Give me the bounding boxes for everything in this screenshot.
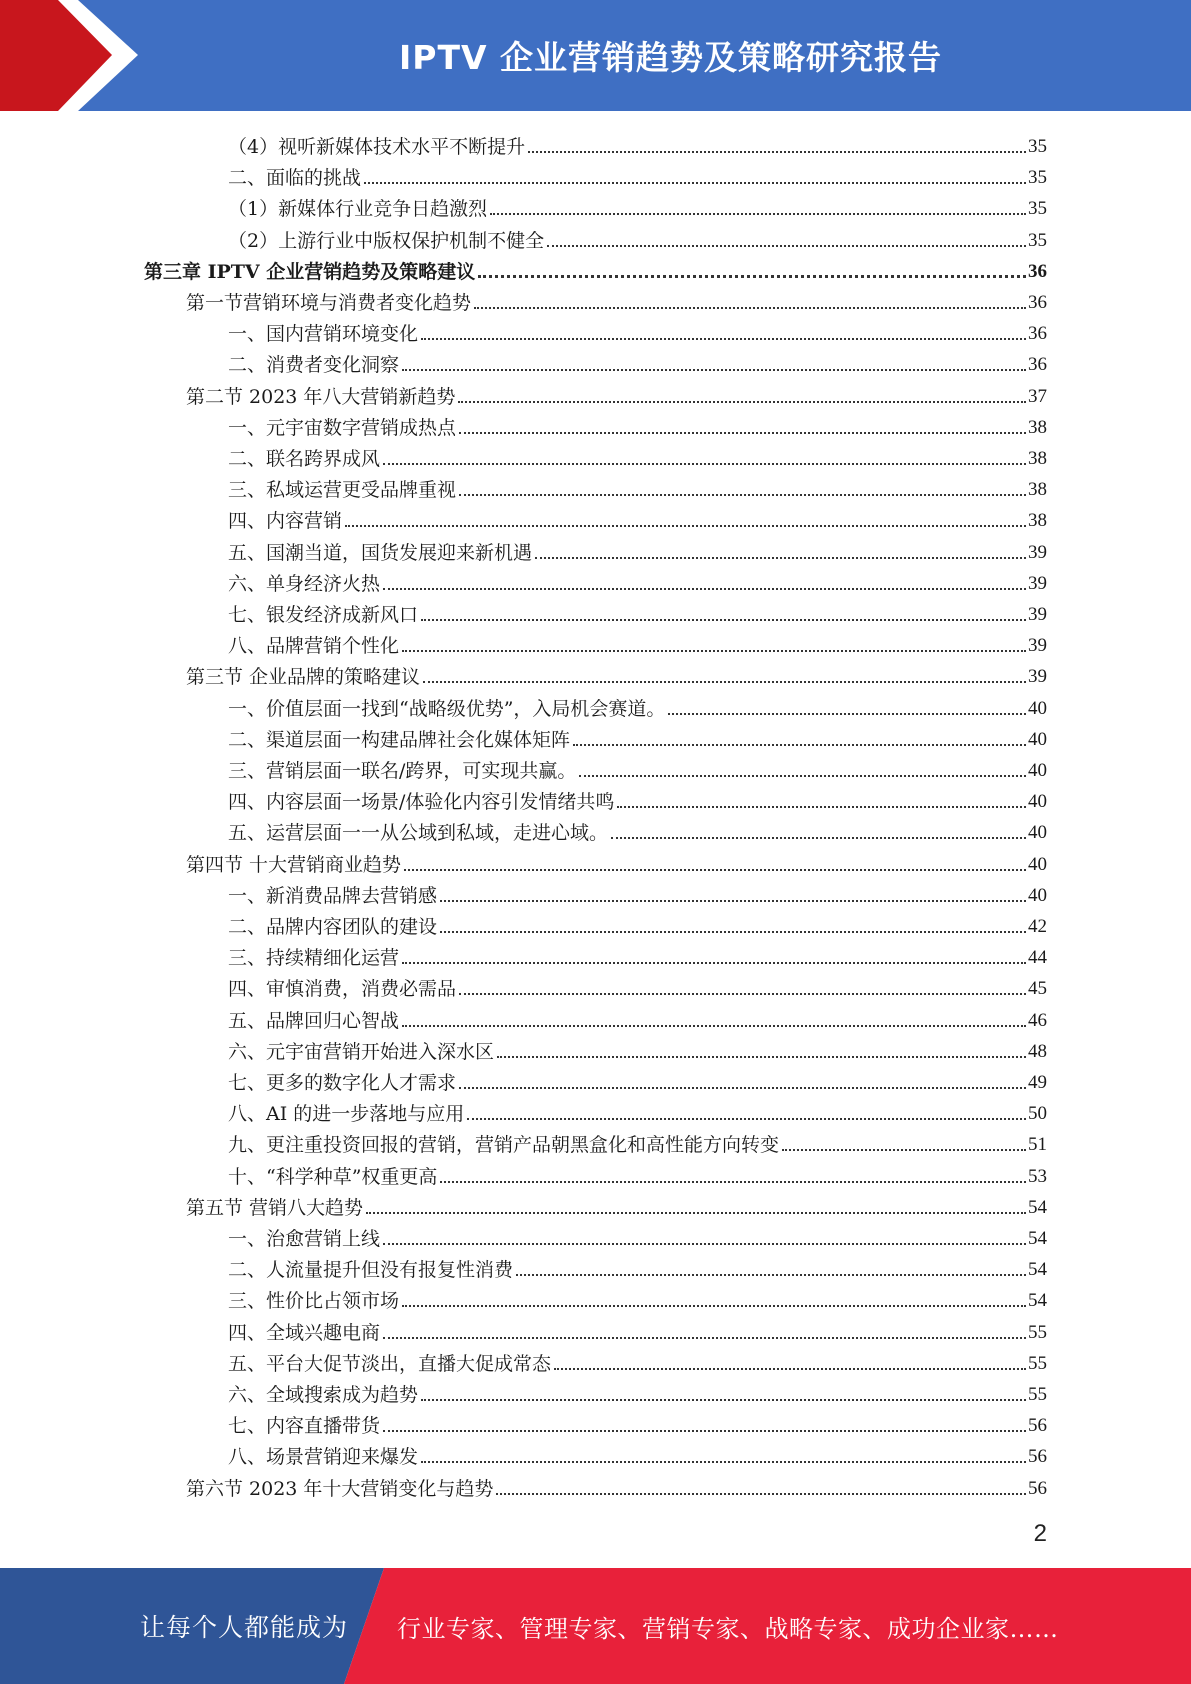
toc-entry-title: 四、内容营销 <box>228 510 343 533</box>
toc-entry-title: 一、国内营销环境变化 <box>228 323 419 346</box>
toc-entry-page: 54 <box>1028 1259 1047 1281</box>
toc-dot-leader <box>497 1056 1026 1058</box>
toc-entry[interactable] <box>228 752 1047 783</box>
toc-entry-page: 38 <box>1028 448 1047 469</box>
toc-entry-page: 49 <box>1028 1072 1047 1093</box>
toc-entry-page: 56 <box>1028 1415 1047 1437</box>
toc-entry-page: 55 <box>1028 1352 1047 1374</box>
toc-entry-page: 40 <box>1028 760 1047 781</box>
toc-entry-title: 八、品牌营销个性化 <box>228 635 400 658</box>
toc-entry-page: 51 <box>1028 1134 1047 1156</box>
toc-entry[interactable] <box>228 939 1047 970</box>
toc-entry-page: 38 <box>1028 416 1047 438</box>
toc-entry-page: 40 <box>1028 822 1047 844</box>
toc-entry[interactable] <box>228 908 1047 939</box>
toc-entry[interactable] <box>228 1002 1047 1033</box>
toc-entry[interactable] <box>186 1189 1047 1220</box>
toc-entry-title: 二、消费者变化洞察 <box>228 354 400 377</box>
toc-entry-title: 二、联名跨界成风 <box>228 448 381 470</box>
toc-dot-leader <box>421 619 1026 621</box>
toc-entry[interactable] <box>228 877 1047 908</box>
toc-entry-page: 50 <box>1028 1103 1047 1125</box>
page-footer <box>0 1568 1191 1684</box>
toc-dot-leader <box>478 275 1026 278</box>
toc-dot-leader <box>459 432 1026 434</box>
toc-entry-page: 55 <box>1028 1384 1047 1405</box>
toc-dot-leader <box>668 713 1026 715</box>
toc-entry-title: 第四节 十大营销商业趋势 <box>186 853 402 876</box>
page-header <box>0 0 1191 111</box>
toc-dot-leader <box>421 338 1026 340</box>
toc-dot-leader <box>535 557 1026 559</box>
toc-dot-leader <box>611 837 1026 839</box>
toc-dot-leader <box>528 151 1026 153</box>
toc-dot-leader <box>383 1243 1026 1245</box>
toc-entry[interactable] <box>228 1033 1047 1064</box>
toc-dot-leader <box>383 1337 1026 1339</box>
toc-entry-page: 36 <box>1028 292 1047 313</box>
toc-entry-title: 二、面临的挑战 <box>228 167 362 190</box>
toc-entry-title: 二、人流量提升但没有报复性消费 <box>228 1259 514 1282</box>
toc-entry[interactable] <box>186 284 1047 315</box>
toc-entry-title: （4）视听新媒体技术水平不断提升 <box>228 136 526 158</box>
toc-entry[interactable] <box>228 1314 1047 1345</box>
toc-entry-page: 54 <box>1028 1290 1047 1312</box>
toc-entry-page: 54 <box>1028 1196 1047 1218</box>
toc-entry[interactable] <box>228 315 1047 346</box>
toc-entry-page: 36 <box>1028 260 1047 282</box>
toc-entry[interactable] <box>228 1064 1047 1095</box>
toc-entry-title: 第二节 2023 年八大营销新趋势 <box>186 385 456 408</box>
toc-dot-leader <box>579 775 1026 777</box>
toc-entry-page: 55 <box>1028 1321 1047 1343</box>
toc-entry-title: 十、“科学种草”权重更高 <box>228 1165 438 1188</box>
toc-entry-title: 五、平台大促节淡出，直播大促成常态 <box>228 1352 552 1375</box>
toc-dot-leader <box>404 869 1026 871</box>
toc-entry-title: （2）上游行业中版权保护机制不健全 <box>228 229 545 252</box>
toc-entry-page: 45 <box>1028 978 1047 1000</box>
toc-entry-page: 35 <box>1028 229 1047 251</box>
toc-entry[interactable] <box>228 1220 1047 1251</box>
toc-dot-leader <box>490 213 1026 215</box>
toc-entry[interactable] <box>228 783 1047 814</box>
toc-entry-title: 一、价值层面一找到“战略级优势”，入局机会赛道。 <box>228 697 666 720</box>
toc-entry-title: 二、品牌内容团队的建设 <box>228 916 438 938</box>
toc-entry[interactable] <box>228 690 1047 721</box>
toc-dot-leader <box>547 245 1026 247</box>
toc-entry-page: 35 <box>1028 198 1047 220</box>
header-chevron-decoration <box>0 0 160 111</box>
toc-entry-title: 五、国潮当道，国货发展迎来新机遇 <box>228 541 533 564</box>
toc-entry-page: 56 <box>1028 1446 1047 1468</box>
toc-entry[interactable] <box>228 1407 1047 1438</box>
toc-dot-leader <box>459 993 1026 995</box>
toc-entry-title: 三、私域运营更受品牌重视 <box>228 479 457 502</box>
toc-dot-leader <box>345 525 1026 527</box>
toc-entry-page: 40 <box>1028 697 1047 719</box>
toc-entry-page: 39 <box>1028 541 1047 563</box>
toc-entry-title: 一、元宇宙数字营销成热点 <box>228 416 457 439</box>
toc-entry[interactable] <box>186 846 1047 877</box>
toc-entry[interactable] <box>228 565 1047 596</box>
toc-entry-page: 40 <box>1028 791 1047 813</box>
toc-entry-page: 42 <box>1028 916 1047 937</box>
toc-entry-page: 38 <box>1028 510 1047 532</box>
toc-dot-leader <box>440 900 1026 902</box>
toc-entry-title: （1）新媒体行业竞争日趋激烈 <box>228 198 488 221</box>
toc-dot-leader <box>402 962 1026 964</box>
toc-dot-leader <box>573 744 1026 746</box>
toc-dot-leader <box>402 1305 1026 1307</box>
toc-entry-title: 四、全域兴趣电商 <box>228 1321 381 1344</box>
toc-entry[interactable] <box>228 1126 1047 1157</box>
toc-dot-leader <box>421 1399 1026 1401</box>
footer-slogan-left: 让每个人都能成为 <box>140 1613 349 1642</box>
toc-entry-title: 第三节 企业品牌的策略建议 <box>186 666 421 689</box>
toc-entry[interactable] <box>228 1095 1047 1126</box>
toc-dot-leader <box>402 1025 1026 1027</box>
toc-entry-title: 八、AI 的进一步落地与应用 <box>228 1103 465 1126</box>
toc-dot-leader <box>366 1212 1026 1214</box>
toc-entry[interactable] <box>228 190 1047 221</box>
toc-dot-leader <box>383 588 1026 590</box>
toc-dot-leader <box>782 1149 1026 1151</box>
toc-entry-title: 五、运营层面一一从公域到私域，走进心域。 <box>228 822 609 845</box>
toc-entry-page: 40 <box>1028 853 1047 875</box>
toc-entry-title: 八、场景营销迎来爆发 <box>228 1446 419 1469</box>
toc-dot-leader <box>423 681 1026 683</box>
toc-entry-title: 三、持续精细化运营 <box>228 947 400 970</box>
toc-entry[interactable] <box>228 440 1047 471</box>
toc-entry[interactable] <box>228 721 1047 752</box>
toc-dot-leader <box>617 806 1026 808</box>
toc-dot-leader <box>474 307 1026 309</box>
toc-dot-leader <box>440 1181 1026 1183</box>
toc-entry[interactable] <box>228 471 1047 502</box>
toc-dot-leader <box>458 401 1026 403</box>
toc-entry[interactable] <box>228 502 1047 533</box>
toc-entry-title: 第六节 2023 年十大营销变化与趋势 <box>186 1477 494 1500</box>
toc-entry-page: 39 <box>1028 572 1047 594</box>
toc-dot-leader <box>459 494 1026 496</box>
toc-entry[interactable] <box>228 1251 1047 1282</box>
toc-dot-leader <box>383 463 1026 465</box>
toc-entry[interactable] <box>228 1376 1047 1407</box>
footer-slogan-right: 行业专家、管理专家、营销专家、战略专家、成功企业家…… <box>397 1614 1059 1643</box>
toc-entry[interactable] <box>186 658 1047 689</box>
toc-entry[interactable] <box>228 409 1047 440</box>
toc-entry[interactable] <box>228 627 1047 658</box>
toc-entry[interactable] <box>228 128 1047 159</box>
toc-entry-page: 46 <box>1028 1009 1047 1031</box>
page-number: 2 <box>1033 1520 1047 1547</box>
toc-entry-title: 七、银发经济成新风口 <box>228 604 419 626</box>
toc-entry-page: 38 <box>1028 479 1047 501</box>
toc-dot-leader <box>440 931 1026 933</box>
toc-dot-leader <box>496 1493 1026 1495</box>
toc-entry-page: 39 <box>1028 635 1047 657</box>
toc-entry-page: 39 <box>1028 666 1047 688</box>
toc-entry[interactable] <box>228 159 1047 190</box>
toc-dot-leader <box>402 369 1026 371</box>
toc-entry[interactable] <box>144 253 1047 284</box>
toc-entry-title: 第五节 营销八大趋势 <box>186 1196 364 1219</box>
toc-dot-leader <box>364 182 1026 184</box>
toc-entry-page: 35 <box>1028 136 1047 157</box>
toc-entry-page: 37 <box>1028 385 1047 407</box>
report-title: IPTV 企业营销趋势及策略研究报告 <box>398 38 942 77</box>
toc-entry[interactable] <box>228 346 1047 377</box>
toc-entry-page: 39 <box>1028 604 1047 625</box>
toc-entry-page: 53 <box>1028 1165 1047 1187</box>
toc-entry[interactable] <box>186 1470 1047 1501</box>
toc-entry-title: 第三章 IPTV 企业营销趋势及策略建议 <box>144 260 476 283</box>
toc-entry-title: 六、全域搜索成为趋势 <box>228 1384 419 1406</box>
toc-dot-leader <box>421 1461 1026 1463</box>
toc-entry-title: 第一节营销环境与消费者变化趋势 <box>186 292 472 314</box>
toc-entry-title: 二、渠道层面一构建品牌社会化媒体矩阵 <box>228 728 571 751</box>
toc-entry-title: 四、内容层面一场景/体验化内容引发情绪共鸣 <box>228 791 615 814</box>
toc-entry[interactable] <box>228 222 1047 253</box>
toc-entry-page: 54 <box>1028 1228 1047 1249</box>
toc-dot-leader <box>402 650 1026 652</box>
toc-entry-title: 三、营销层面一联名/跨界，可实现共赢。 <box>228 760 577 782</box>
toc-entry-title: 三、性价比占领市场 <box>228 1290 400 1313</box>
toc-entry-page: 44 <box>1028 947 1047 969</box>
toc-entry[interactable] <box>228 970 1047 1001</box>
toc-entry-title: 四、审慎消费，消费必需品 <box>228 978 457 1001</box>
toc-entry[interactable] <box>228 1438 1047 1469</box>
toc-entry-page: 40 <box>1028 728 1047 750</box>
toc-dot-leader <box>516 1274 1026 1276</box>
toc-entry-page: 56 <box>1028 1477 1047 1499</box>
toc-dot-leader <box>554 1368 1026 1370</box>
toc-dot-leader <box>459 1087 1026 1089</box>
toc-dot-leader <box>383 1430 1026 1432</box>
toc-entry[interactable] <box>228 1282 1047 1313</box>
toc-entry-page: 36 <box>1028 323 1047 345</box>
toc-entry[interactable] <box>186 378 1047 409</box>
toc-entry-title: 七、更多的数字化人才需求 <box>228 1072 457 1094</box>
toc-entry-title: 六、单身经济火热 <box>228 572 381 595</box>
toc-entry-title: 五、品牌回归心智战 <box>228 1009 400 1032</box>
toc-entry-title: 六、元宇宙营销开始进入深水区 <box>228 1040 495 1063</box>
toc-entry-title: 一、治愈营销上线 <box>228 1228 381 1250</box>
toc-entry-page: 35 <box>1028 167 1047 189</box>
toc-entry-title: 一、新消费品牌去营销感 <box>228 884 438 907</box>
toc-entry-page: 36 <box>1028 354 1047 376</box>
toc-entry[interactable] <box>228 534 1047 565</box>
toc-entry-page: 48 <box>1028 1040 1047 1062</box>
toc-entry[interactable] <box>228 814 1047 845</box>
toc-entry[interactable] <box>228 596 1047 627</box>
toc-entry[interactable] <box>228 1345 1047 1376</box>
toc-entry-title: 七、内容直播带货 <box>228 1415 381 1438</box>
toc-entry-title: 九、更注重投资回报的营销，营销产品朝黑盒化和高性能方向转变 <box>228 1134 780 1157</box>
toc-entry[interactable] <box>228 1158 1047 1189</box>
toc-entry-page: 40 <box>1028 884 1047 906</box>
toc-dot-leader <box>467 1118 1026 1120</box>
